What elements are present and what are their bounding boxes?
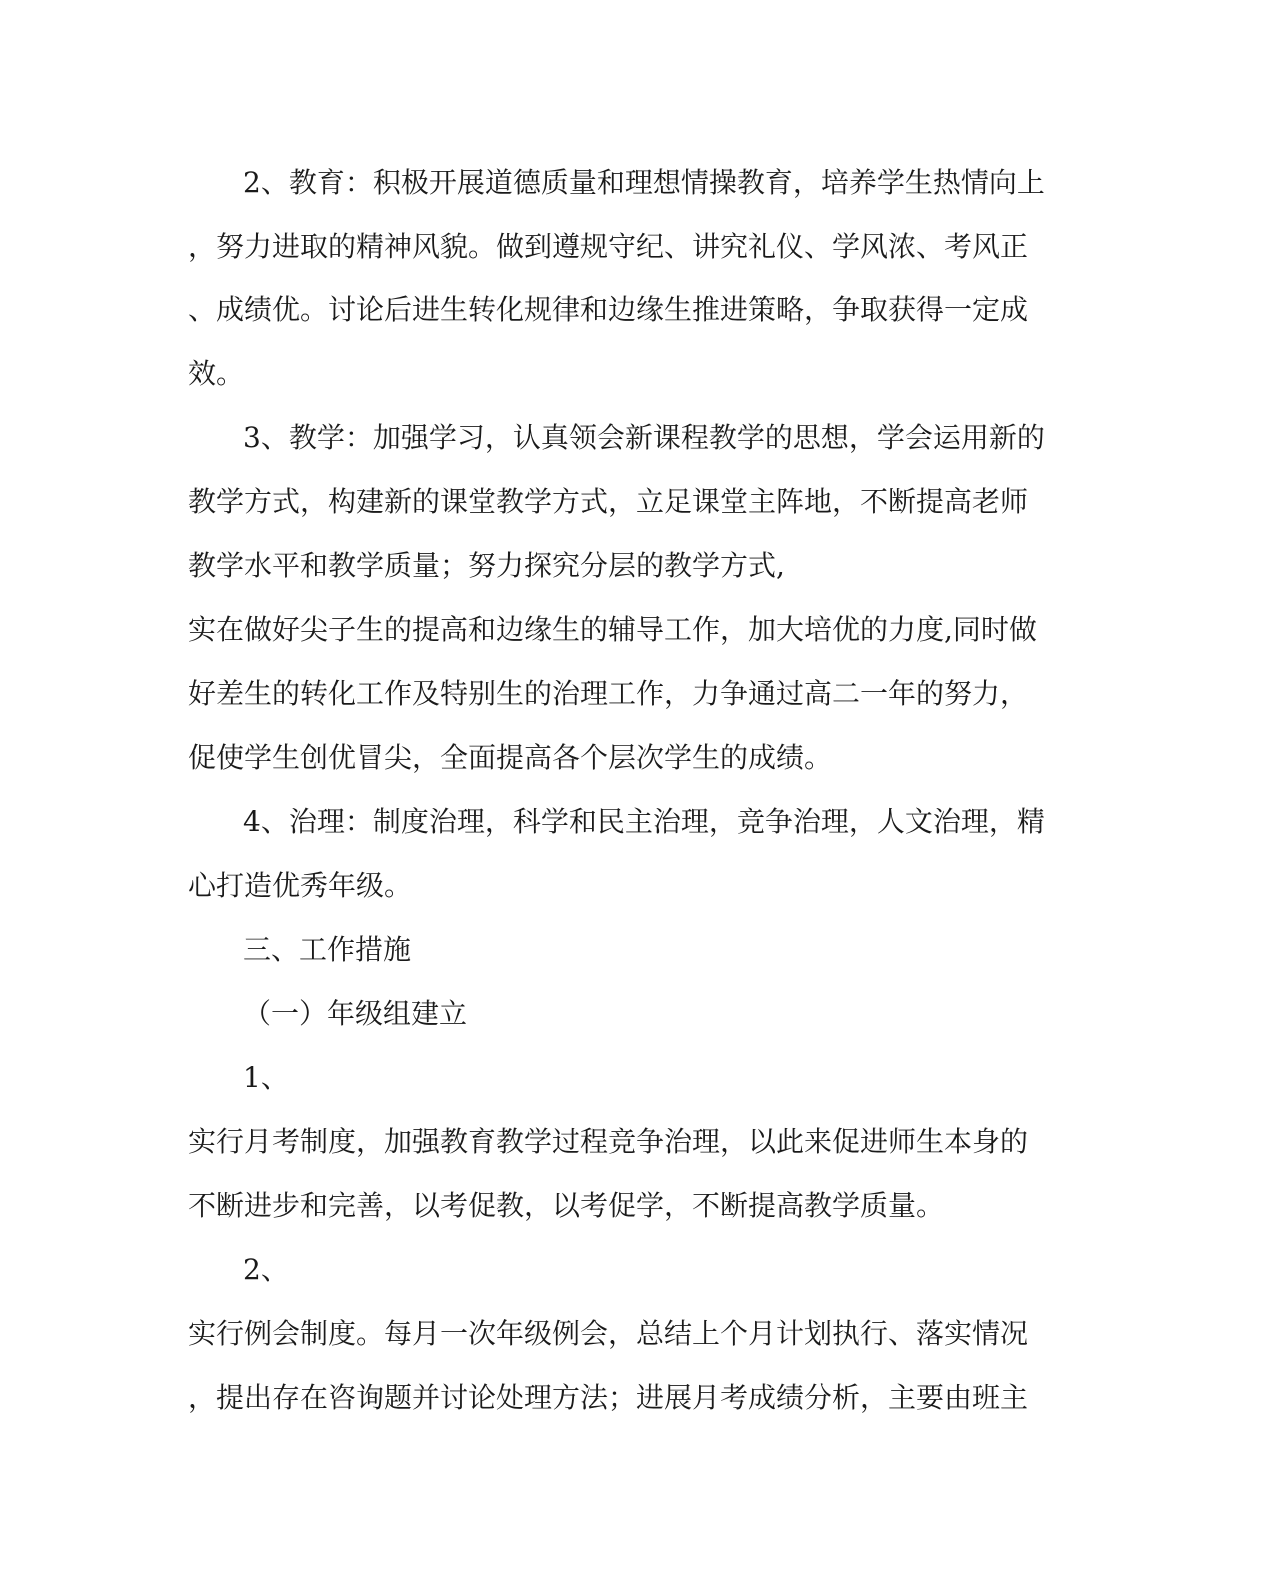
paragraph-line: 效。 — [188, 357, 245, 390]
paragraph-line: 实行例会制度。每月一次年级例会，总结上个月计划执行、落实情况 — [188, 1317, 1029, 1350]
paragraph-line: 不断进步和完善，以考促教，以考促学，不断提高教学质量。 — [188, 1189, 945, 1222]
item-number: 1、 — [243, 1061, 289, 1094]
paragraph-line: 3、教学：加强学习，认真领会新课程教学的思想，学会运用新的 — [243, 421, 1045, 454]
paragraph-line: 教学方式，构建新的课堂教学方式，立足课堂主阵地，不断提高老师 — [188, 485, 1029, 518]
paragraph-line: 教学水平和教学质量；努力探究分层的教学方式, — [188, 549, 785, 582]
paragraph-line: 实在做好尖子生的提高和边缘生的辅导工作，加大培优的力度,同时做 — [188, 613, 1037, 646]
subsection-heading: （一）年级组建立 — [243, 997, 468, 1030]
paragraph-line: ，努力进取的精神风貌。做到遵规守纪、讲究礼仪、学风浓、考风正 — [188, 230, 1029, 263]
paragraph-line: 4、治理：制度治理，科学和民主治理，竞争治理，人文治理，精 — [243, 805, 1045, 838]
paragraph-line: ，提出存在咨询题并讨论处理方法；进展月考成绩分析，主要由班主 — [188, 1381, 1029, 1414]
paragraph-line: 、成绩优。讨论后进生转化规律和边缘生推进策略，争取获得一定成 — [188, 293, 1029, 326]
paragraph-line: 好差生的转化工作及特别生的治理工作，力争通过高二一年的努力， — [188, 677, 1029, 710]
paragraph-line: 促使学生创优冒尖，全面提高各个层次学生的成绩。 — [188, 741, 833, 774]
section-heading: 三、工作措施 — [243, 933, 412, 966]
item-number: 2、 — [243, 1253, 289, 1286]
paragraph-line: 实行月考制度，加强教育教学过程竞争治理，以此来促进师生本身的 — [188, 1125, 1029, 1158]
paragraph-line: 心打造优秀年级。 — [188, 869, 413, 902]
paragraph-line: 2、教育：积极开展道德质量和理想情操教育，培养学生热情向上 — [243, 166, 1045, 199]
